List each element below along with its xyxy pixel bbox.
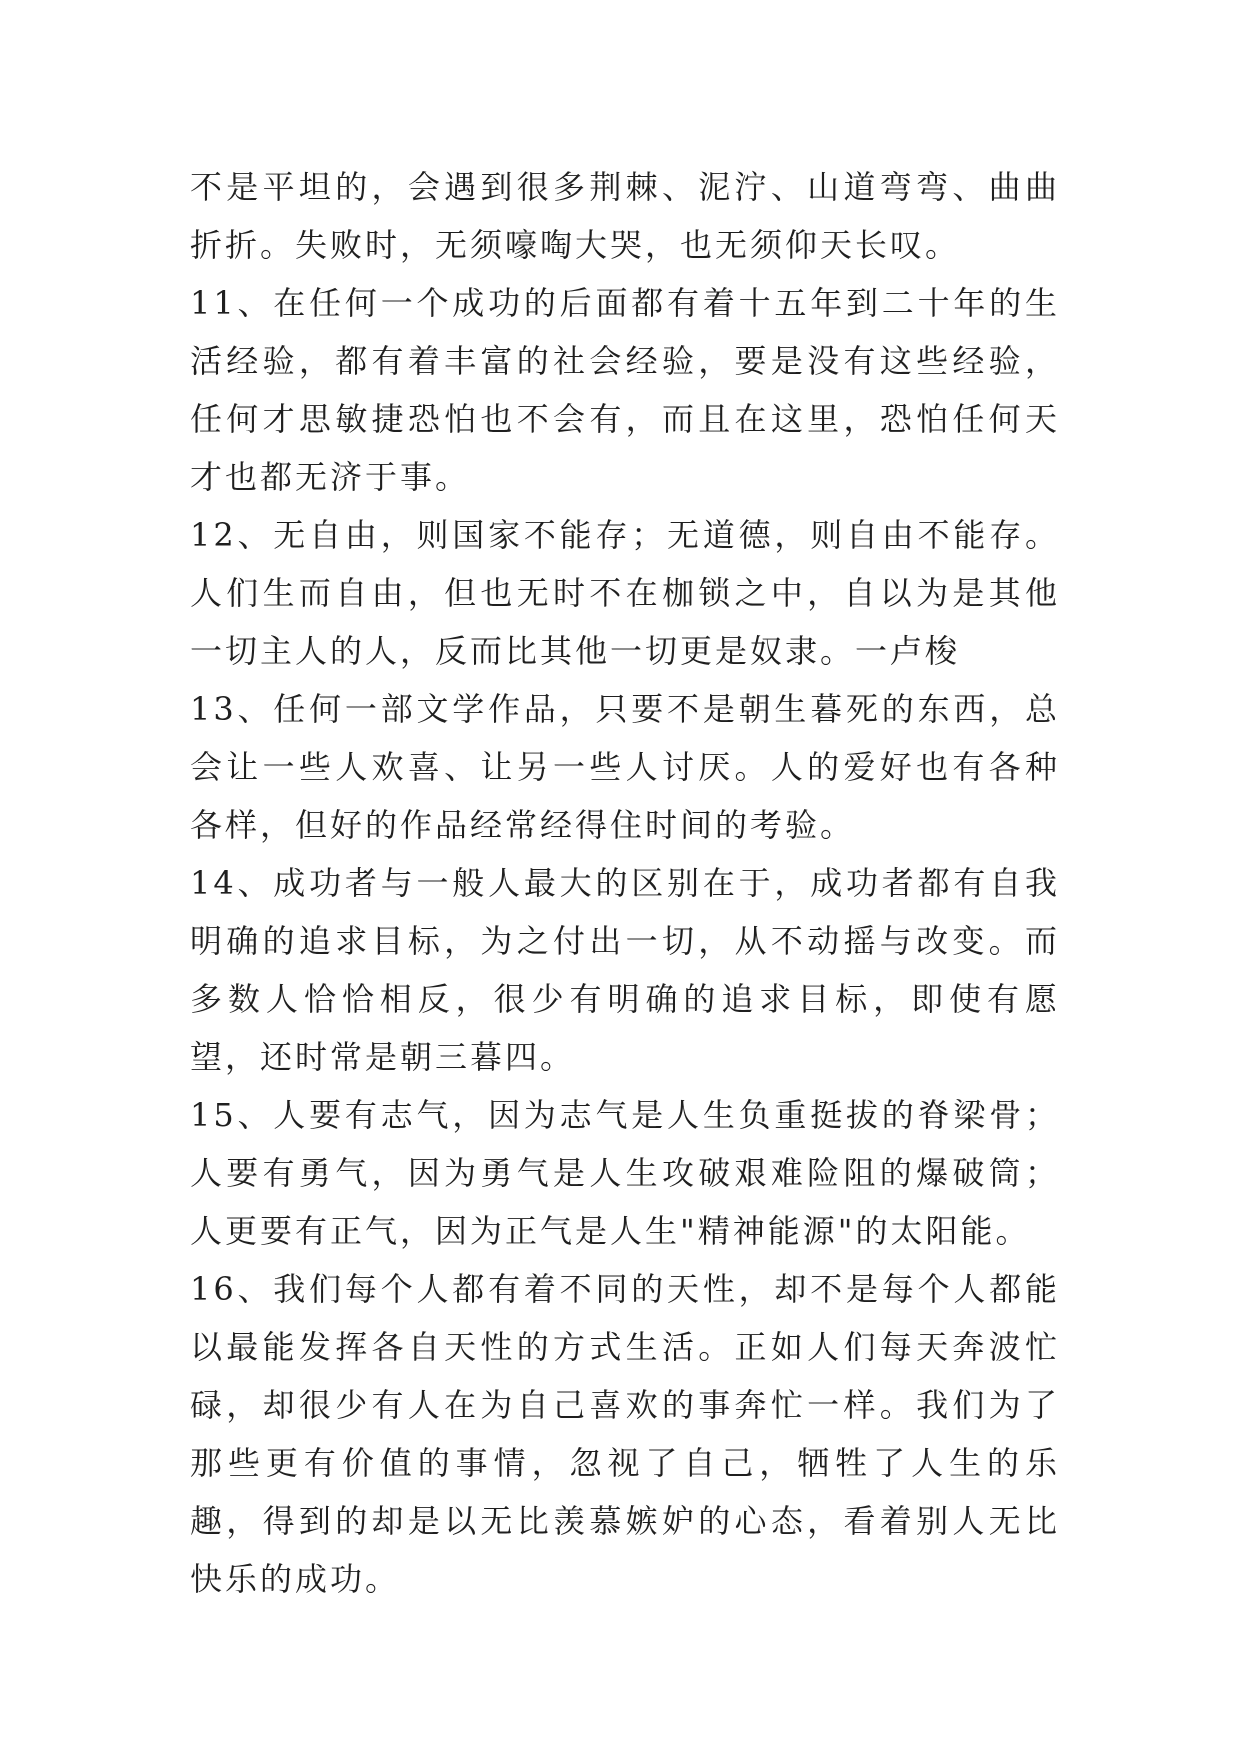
paragraph-14: 14、成功者与一般人最大的区别在于，成功者都有自我明确的追求目标，为之付出一切，从不动摇与改变。而多数人恰恰相反，很少有明确的追求目标，即使有愿望，还时常是朝三暮四。 xyxy=(190,864,1060,1076)
document-body xyxy=(190,158,1060,1608)
paragraph-13: 13、任何一部文学作品，只要不是朝生暮死的东西，总会让一些人欢喜、让另一些人讨厌。人的爱好也有各种各样，但好的作品经常经得住时间的考验。 xyxy=(190,690,1060,844)
paragraph-15: 15、人要有志气，因为志气是人生负重挺拔的脊梁骨；人要有勇气，因为勇气是人生攻破艰难险阻的爆破筒；人更要有正气，因为正气是人生"精神能源"的太阳能。 xyxy=(190,1096,1060,1250)
paragraph-continuation: 不是平坦的，会遇到很多荆棘、泥泞、山道弯弯、曲曲折折。失败时，无须嚎啕大哭，也无须仰天长叹。 xyxy=(190,168,1060,264)
paragraph-16: 16、我们每个人都有着不同的天性，却不是每个人都能以最能发挥各自天性的方式生活。正如人们每天奔波忙碌，却很少有人在为自己喜欢的事奔忙一样。我们为了那些更有价值的事情，忽视了自己，牺牲了人生的乐趣，得到的却是以无比羡慕嫉妒的心态，看着别人无比快乐的成功。 xyxy=(190,1270,1060,1598)
paragraph-11: 11、在任何一个成功的后面都有着十五年到二十年的生活经验，都有着丰富的社会经验，要是没有这些经验，任何才思敏捷恐怕也不会有，而且在这里，恐怕任何天才也都无济于事。 xyxy=(190,284,1060,496)
paragraph-12: 12、无自由，则国家不能存；无道德，则自由不能存。人们生而自由，但也无时不在枷锁之中，自以为是其他一切主人的人，反而比其他一切更是奴隶。一卢梭 xyxy=(190,516,1060,670)
